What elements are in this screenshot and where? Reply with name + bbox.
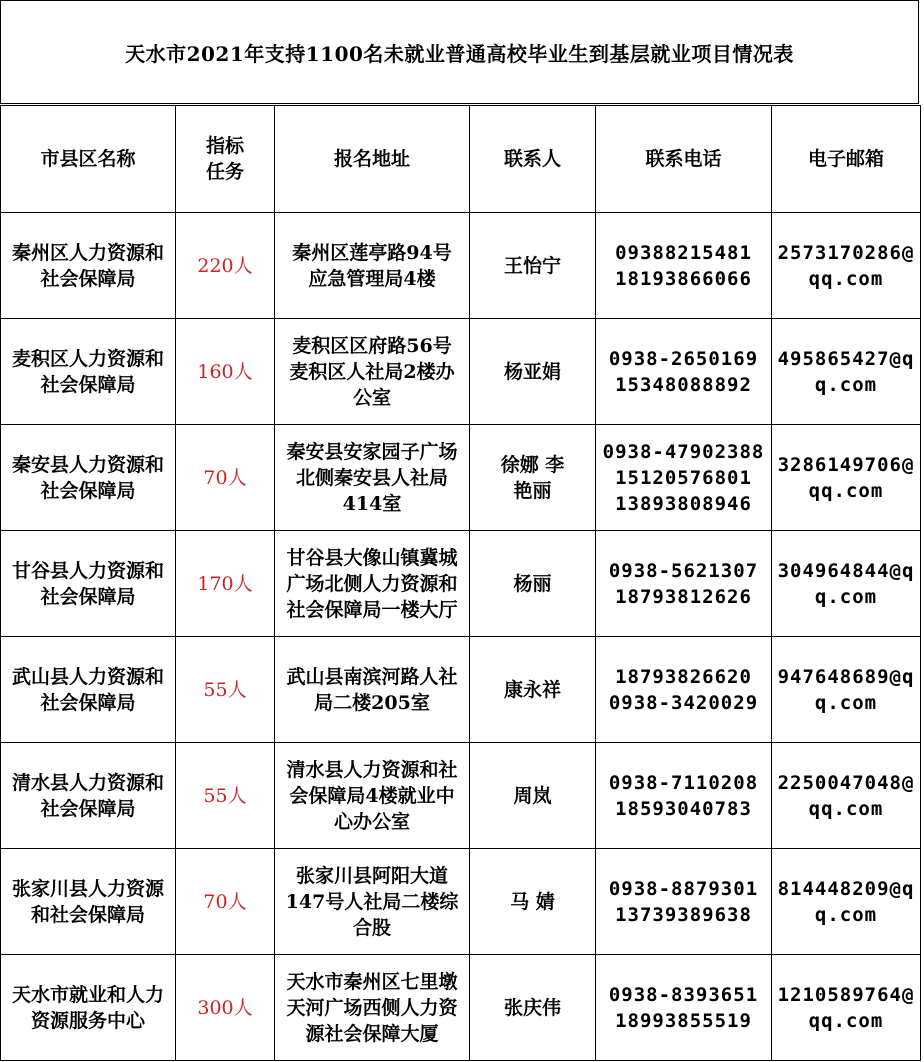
phone-number: 15348088892 [615,373,752,396]
cell-address [275,743,470,849]
cell-phone [596,743,772,849]
cell-phone [596,425,772,531]
cell-name [1,743,176,849]
email-address: 3286149706@qq.com [777,453,915,502]
phone-number: 18793812626 [615,585,752,608]
quota-value: 70人 [203,890,247,913]
address-text: 武山县南滨河路人社局二楼205室 [286,665,458,714]
cell-email [772,743,921,849]
cell-phone [596,637,772,743]
quota-value: 160人 [197,360,253,383]
table-row [1,637,921,743]
quota-value: 220人 [197,254,253,277]
cell-phone [596,531,772,637]
cell-quota [176,531,275,637]
phone-number: 09388215481 [615,241,752,264]
unit-name: 甘谷县人力资源和社会保障局 [11,559,164,608]
address-text: 麦积区区府路56号麦积区人社局2楼办公室 [289,334,455,409]
phone-number: 18793826620 [615,665,752,688]
cell-name [1,531,176,637]
cell-name [1,955,176,1061]
address-text: 张家川县阿阳大道147号人社局二楼综合股 [285,864,459,939]
email-address: 814448209@qq.com [777,877,915,926]
cell-contact [470,531,596,637]
quota-value: 170人 [197,572,253,595]
unit-name: 武山县人力资源和社会保障局 [11,665,164,714]
header-address: 报名地址 [275,106,470,213]
cell-quota [176,743,275,849]
cell-quota [176,425,275,531]
cell-address [275,849,470,955]
quota-value: 55人 [203,784,247,807]
quota-value: 300人 [197,996,253,1019]
cell-email [772,425,921,531]
phone-number: 0938-7110208 [608,771,759,794]
cell-address [275,213,470,319]
table-row [1,531,921,637]
contact-name: 周岚 [513,784,552,807]
header-email: 电子邮箱 [772,106,921,213]
phone-number: 0938-47902388 [602,440,765,463]
phone-number: 18993855519 [615,1009,752,1032]
address-text: 秦州区莲亭路94号应急管理局4楼 [292,241,452,290]
quota-value: 55人 [203,678,247,701]
cell-address [275,955,470,1061]
cell-contact [470,319,596,425]
cell-address [275,531,470,637]
address-text: 天水市秦州区七里墩天河广场西侧人力资源社会保障大厦 [286,970,458,1045]
cell-quota [176,319,275,425]
contact-name: 张庆伟 [503,996,561,1019]
cell-email [772,531,921,637]
cell-email [772,637,921,743]
cell-quota [176,213,275,319]
table-body [1,213,921,1061]
email-address: 947648689@qq.com [777,665,915,714]
table-row [1,213,921,319]
address-text: 甘谷县大像山镇冀城广场北侧人力资源和社会保障局一楼大厅 [286,546,458,621]
cell-phone [596,213,772,319]
cell-email [772,955,921,1061]
phone-number: 0938-2650169 [608,347,759,370]
email-address: 2573170286@qq.com [777,241,915,290]
unit-name: 张家川县人力资源和社会保障局 [11,877,164,926]
cell-name [1,213,176,319]
email-address: 2250047048@qq.com [777,771,915,820]
email-address: 495865427@qq.com [777,347,915,396]
cell-phone [596,955,772,1061]
phone-number: 18193866066 [615,267,752,290]
cell-name [1,425,176,531]
header-phone: 联系电话 [596,106,772,213]
address-text: 清水县人力资源和社会保障局4楼就业中心办公室 [286,758,458,833]
phone-number: 0938-3420029 [608,691,759,714]
header-row [1,106,921,213]
cell-contact [470,743,596,849]
cell-name [1,849,176,955]
cell-name [1,319,176,425]
cell-address [275,319,470,425]
contact-name: 徐娜 李艳丽 [500,453,565,502]
cell-contact [470,849,596,955]
email-address: 1210589764@qq.com [777,983,915,1032]
table-row [1,849,921,955]
table-row [1,743,921,849]
header-contact: 联系人 [470,106,596,213]
contact-name: 杨亚娟 [503,360,561,383]
phone-number: 0938-8393651 [608,983,759,1006]
cell-email [772,319,921,425]
quota-value: 70人 [203,466,247,489]
cell-email [772,213,921,319]
email-address: 304964844@qq.com [777,559,915,608]
table-row [1,425,921,531]
cell-contact [470,637,596,743]
unit-name: 秦安县人力资源和社会保障局 [11,453,164,502]
unit-name: 秦州区人力资源和社会保障局 [11,241,164,290]
project-table [0,105,921,1061]
contact-name: 康永祥 [503,678,561,701]
contact-name: 杨丽 [513,572,552,595]
cell-contact [470,425,596,531]
cell-phone [596,319,772,425]
cell-contact [470,213,596,319]
unit-name: 天水市就业和人力资源服务中心 [11,983,164,1032]
table-row [1,319,921,425]
phone-number: 13739389638 [615,903,752,926]
table-row [1,955,921,1061]
contact-name: 马 婧 [510,890,555,913]
phone-number: 0938-8879301 [608,877,759,900]
unit-name: 清水县人力资源和社会保障局 [11,771,164,820]
phone-number: 18593040783 [615,797,752,820]
cell-quota [176,637,275,743]
header-quota-label: 指标任务 [205,135,244,183]
phone-number: 0938-5621307 [608,559,759,582]
cell-name [1,637,176,743]
table-title: 天水市2021年支持1100名未就业普通高校毕业生到基层就业项目情况表 [0,0,919,104]
cell-quota [176,955,275,1061]
unit-name: 麦积区人力资源和社会保障局 [11,347,164,396]
cell-address [275,637,470,743]
cell-contact [470,955,596,1061]
cell-address [275,425,470,531]
phone-number: 13893808946 [615,492,752,515]
address-text: 秦安县安家园子广场北侧秦安县人社局414室 [286,440,458,515]
cell-email [772,849,921,955]
cell-phone [596,849,772,955]
cell-quota [176,849,275,955]
header-quota [176,106,275,213]
phone-number: 15120576801 [615,466,752,489]
contact-name: 王怡宁 [503,254,561,277]
header-name: 市县区名称 [1,106,176,213]
